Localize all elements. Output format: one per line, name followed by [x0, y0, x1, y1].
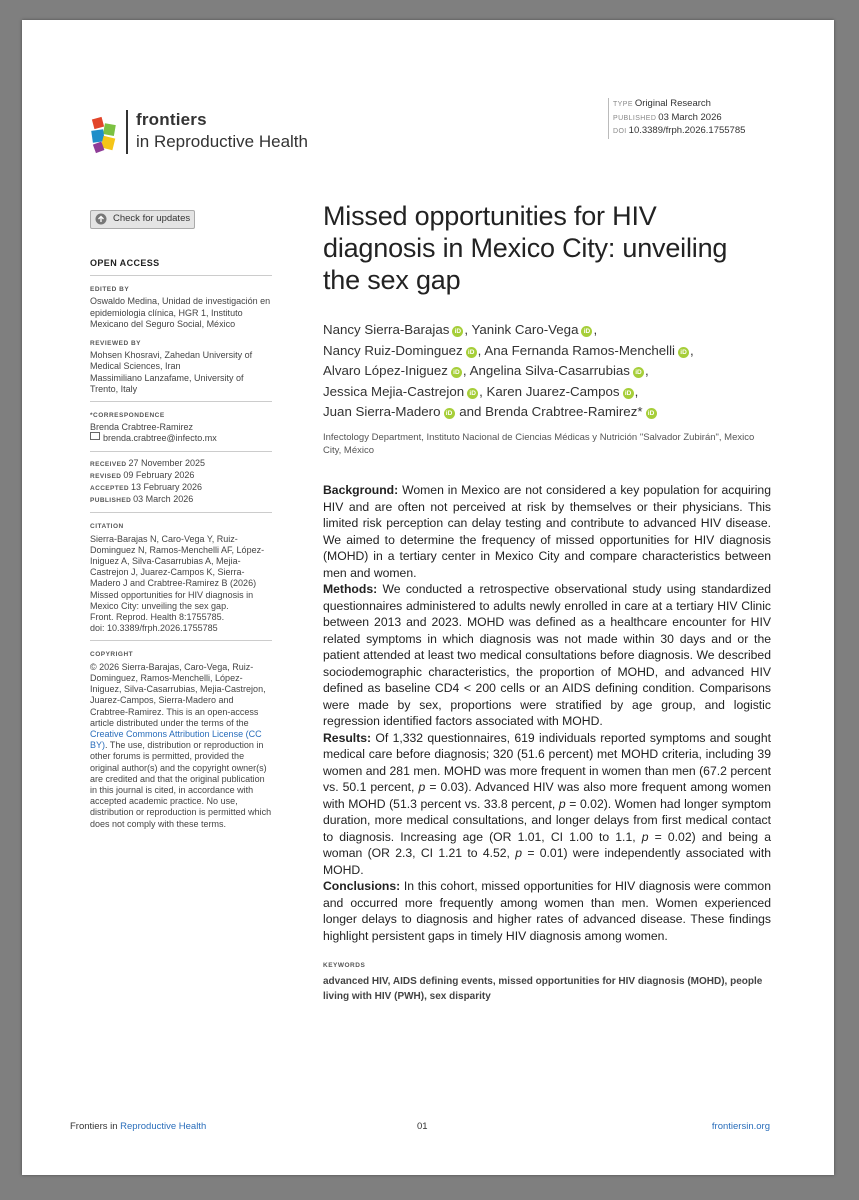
frontiers-logo[interactable]	[90, 108, 350, 158]
published-date: 03 March 2026	[658, 111, 722, 123]
divider	[90, 512, 272, 513]
correspondence-email[interactable]: brenda.crabtree@infecto.mx	[103, 433, 217, 444]
article-sidebar: OPEN ACCESS EDITED BY Oswaldo Medina, Unidad de investigación en epidemiologia clínica, HGR 1, Instituto Mexicano del Seguro Social, México REVIEWED BY Mohsen Khosravi, Zahedan University of Medical Sciences, Iran Massimiliano Lanzafame, University of Trento, Italy *CORRESPONDENCE Brenda Crabtree-Ramirez brenda.crabtree@infecto.mx RECEIVED 27 November 2025 REVISED 09 February 2026 ACCEPTED 13 February 2026 PUBLISHED 03 March 2026 CITATION Sierra-Barajas N, Caro-Vega Y, Ruiz-Dominguez N, Ramos-Menchelli AF, López-Iniguez A, Silva-Casarrubias A, Mejia-Castrejon J, Juarez-Campos K, Sierra-Madero J and Crabtree-Ramirez B (2026) Missed opportunities for HIV diagnosis in Mexico City: unveiling the sex gap. Front. Reprod. Health 8:1755785. doi: 10.3389/frph.2026.1755785 COPYRIGHT © 2026 Sierra-Barajas, Caro-Vega, Ruiz-Dominguez, Ramos-Menchelli, López-Iniguez, Silva-Casarrubias, Mejia-Castrejon, Juarez-Campos, Sierra-Madero and Crabtree-Ramirez. This is an open-access article distributed under the terms of the Creative Commons Attribution License (CC BY). The use, distribution or reproduction in other forums is permitted, provided the original author(s) and the copyright owner(s) are credited and that the original publication in this journal is cited, in accordance with accepted academic practice. No use, distribution or reproduction is permitted which does not comply with these terms.	[90, 258, 272, 829]
reviewer: Mohsen Khosravi, Zahedan University of Medical Sciences, Iran	[90, 350, 253, 372]
editor: Oswaldo Medina, Unidad de investigación en epidemiologia clínica, HGR 1, Instituto Mexicano del Seguro Social, México	[90, 296, 271, 329]
correspondence-name: Brenda Crabtree-Ramirez	[90, 422, 194, 433]
site-link[interactable]: frontiersin.org	[711, 1121, 770, 1132]
journal-link[interactable]: Reproductive Health	[120, 1121, 207, 1132]
reviewer: Massimiliano Lanzafame, University of Trento, Italy	[90, 372, 244, 394]
corresponding-mark: *	[637, 404, 643, 419]
author[interactable]: Jessica Mejia-Castrejon	[323, 383, 465, 399]
abstract-methods: Methods: We conducted a retrospective observational study using standardized questionnaires administered to adults newly enrolled in care at a tertiary HIV Clinic between 2013 and 2023. MOHD was defined as a healthcare encounter for HIV related symptoms in which diagnosis was not made within 30 days and or the patient attended at least two medical consultations before diagnosis. We described sociodemographic characteristics, the proportion of MOHD, and advanced HIV defined as baseline CD4 < 200 cells or an AIDS defining condition. Comparisons were made by sex, proportions were stratified by age group, and logistic regression identified factors associated with MOHD.	[323, 582, 771, 728]
divider	[90, 275, 272, 276]
footer-journal: Frontiers in Reproductive Health	[70, 1121, 207, 1132]
journal-name: in Reproductive Health	[136, 132, 308, 151]
author[interactable]: Yanink Caro-Vega	[471, 322, 579, 337]
author[interactable]: Ana Fernanda Ramos-Menchelli	[484, 342, 676, 358]
author[interactable]: Nancy Sierra-Barajas	[323, 322, 450, 337]
mail-icon	[90, 432, 100, 440]
and-word: and	[459, 404, 482, 419]
citation-text: Sierra-Barajas N, Caro-Vega Y, Ruiz-Dominguez N, Ramos-Menchelli AF, López-Iniguez A, Silva-Casarrubias A, Mejia-Castrejon J, Juarez-Campos K, Sierra-Madero J and Crabtree-Ramirez B (2026) Missed opportunities for HIV diagnosis in Mexico City: unveiling the sex gap.	[90, 533, 265, 611]
divider	[90, 451, 272, 452]
divider	[90, 640, 272, 641]
abstract	[323, 482, 771, 944]
check-for-updates-label: Check for updates	[113, 213, 191, 224]
orcid-icon[interactable]: iD	[444, 408, 455, 419]
open-access-label: OPEN ACCESS	[90, 258, 160, 268]
article-title: Missed opportunities for HIV diagnosis in Mexico City: unveiling the sex gap	[323, 201, 728, 295]
orcid-icon[interactable]: iD	[623, 388, 634, 399]
author[interactable]: Nancy Ruiz-Dominguez	[323, 342, 463, 358]
copyright-text: © 2026 Sierra-Barajas, Caro-Vega, Ruiz-Dominguez, Ramos-Menchelli, López-Iniguez, Silva-Casarrubias, Mejia-Castrejon, Juarez-Campos, Sierra-Madero and Crabtree-Ramirez. This is an open-access article distributed under the terms of the Creative Commons Attribution License (CC BY). The use, distribution or reproduction in other forums is permitted, provided the original author(s) and the copyright owner(s) are credited and that the original publication in this journal is cited, in accordance with accepted academic practice. No use, distribution or reproduction is permitted which does not comply with these terms.	[90, 661, 272, 829]
citation-doi: doi: 10.3389/frph.2026.1755785	[90, 623, 218, 634]
author[interactable]: Brenda Crabtree-Ramirez	[485, 404, 638, 419]
orcid-icon[interactable]: iD	[452, 326, 463, 337]
check-for-updates-button[interactable]	[90, 210, 195, 229]
article-meta: TYPE Original Research PUBLISHED 03 March 2026 DOI 10.3389/frph.2026.1755785	[608, 98, 745, 139]
divider	[90, 401, 272, 402]
keywords	[323, 961, 771, 1004]
orcid-icon[interactable]: iD	[467, 388, 478, 399]
author[interactable]: Juan Sierra-Madero	[323, 404, 441, 419]
orcid-icon[interactable]: iD	[581, 326, 592, 337]
article-page	[22, 20, 834, 1175]
author[interactable]: Angelina Silva-Casarrubias	[469, 363, 630, 378]
doi[interactable]: 10.3389/frph.2026.1755785	[628, 125, 746, 136]
orcid-icon[interactable]: iD	[451, 367, 462, 378]
affiliation: Infectology Department, Instituto Nacional de Ciencias Médicas y Nutrición "Salvador Zubirán", Mexico City, México	[323, 432, 755, 456]
cc-license-link[interactable]: Creative Commons Attribution License (CC BY)	[90, 728, 262, 751]
article-dates: RECEIVED 27 November 2025 REVISED 09 February 2026 ACCEPTED 13 February 2026 PUBLISHED 03 March 2026	[90, 457, 205, 505]
update-icon	[95, 213, 107, 225]
author[interactable]: Alvaro López-Iniguez	[323, 363, 448, 378]
orcid-icon[interactable]: iD	[633, 367, 644, 378]
keywords-label: KEYWORDS	[323, 962, 366, 969]
author[interactable]: Karen Juarez-Campos	[486, 383, 620, 399]
article-type: Original Research	[634, 98, 711, 109]
orcid-icon[interactable]: iD	[646, 408, 657, 419]
abstract-results: Results: Of 1,332 questionnaires, 619 individuals reported symptoms and sought medical care before diagnosis; 320 (51.6 percent) met MOHD criteria, including 39 women and 281 men. MOHD was more frequent in women than men (67.2 percent vs. 50.1 percent, p = 0.03). Advanced HIV was also more frequent among women with MOHD (51.3 percent vs. 33.8 percent, p = 0.02). Women had longer symptom duration, more medical consultations, and longer delays from first medical contact to diagnosis. Increasing age (OR 1.01, CI 1.00 to 1.1, p = 0.02) and being a woman (OR 2.3, CI 1.21 to 4.52, p = 0.01) were independently associated with MOHD.	[323, 730, 772, 877]
page-number: 01	[417, 1121, 428, 1132]
citation-ref: Front. Reprod. Health 8:1755785.	[90, 612, 225, 623]
keywords-text: advanced HIV, AIDS defining events, missed opportunities for HIV diagnosis (MOHD), people living with HIV (PWH), sex disparity	[323, 976, 763, 1002]
abstract-background: Background: Women in Mexico are not considered a key population for acquiring HIV and are often not perceived at risk by themselves or their physicians. This limited risk perception can delay testing and contribute to advanced HIV disease. We aimed to determine the frequency of missed opportunities for HIV diagnosis (MOHD) in a tertiary center in Mexico City and compare characteristics between men and women.	[323, 483, 771, 580]
orcid-icon[interactable]: iD	[466, 347, 477, 358]
orcid-icon[interactable]: iD	[678, 347, 689, 358]
frontiers-logo-icon	[90, 116, 120, 156]
author-list: Nancy Sierra-Barajas iD , Yanink Caro-Vega iD , Nancy Ruiz-Dominguez iD , Ana Fernanda Ramos-Menchelli iD , Alvaro López-Iniguez iD , Angelina Silva-Casarrubias iD , Jessica Mejia-Castrejon iD , Karen Juarez-Campos iD , Juan Sierra-Madero iD and Brenda Crabtree-Ramirez* iD	[323, 322, 694, 419]
journal-brand: frontiers	[136, 110, 207, 129]
logo-divider	[126, 110, 128, 154]
abstract-conclusions: Conclusions: In this cohort, missed opportunities for HIV diagnosis were common and occurred more frequently among women than men. Women experienced longer delays to diagnosis and higher rates of advanced disease. These findings highlight persistent gaps in timely HIV diagnosis among women.	[323, 879, 771, 943]
